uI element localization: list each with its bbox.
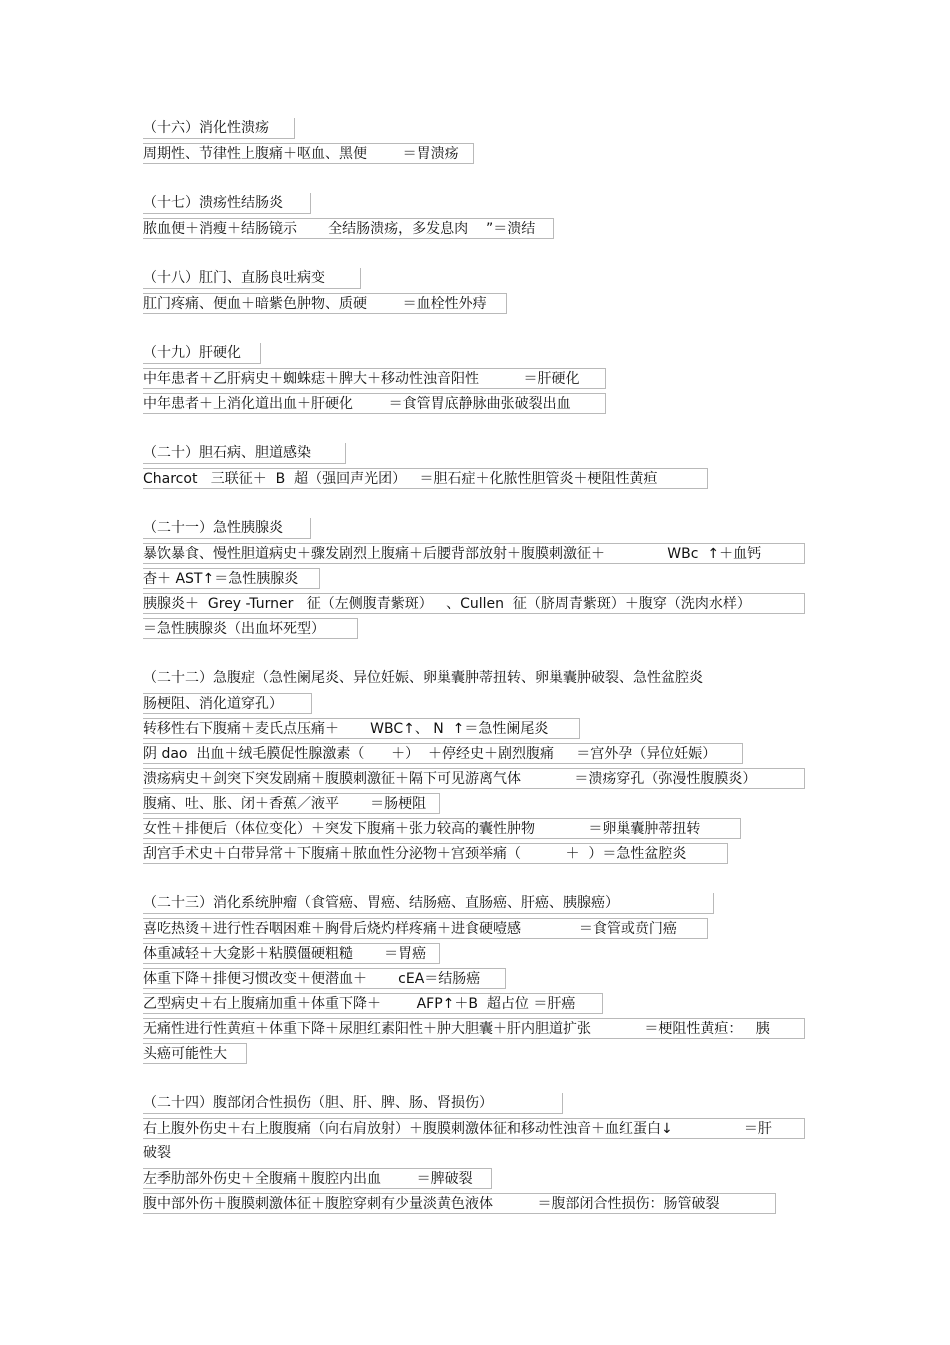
section-title-continued: 肠梗阻、消化道穿孔）: [143, 693, 312, 714]
text-line: 阴 dao 出血＋绒毛膜促性腺激素（ ＋） ＋停经史＋剧烈腹痛 ＝宫外孕（异位妊娠）: [143, 743, 743, 764]
section-title: （二十三）消化系统肿瘤（食管癌、胃癌、结肠癌、直肠癌、肝癌、胰腺癌）: [143, 893, 716, 914]
text-line: 胰腺炎＋ Grey -Turner 征（左侧腹青紫斑） 、Cullen 征（脐周青紫斑）＋腹穿（洗肉水样）: [143, 593, 805, 614]
text-line: 杳＋ AST↑＝急性胰腺炎: [143, 568, 320, 589]
text-line: ＝急性胰腺炎（出血坏死型）: [143, 618, 358, 639]
text-line: 周期性、节律性上腹痛＋呕血、黑便 ＝胃溃疡: [143, 143, 474, 164]
text-line: 中年患者＋上消化道出血＋肝硬化 ＝食管胃底静脉曲张破裂出血: [143, 393, 606, 414]
text-line: 转移性右下腹痛＋麦氏点压痛＋ WBC↑、 N ↑＝急性阑尾炎: [143, 718, 580, 739]
section-title: （二十一）急性胰腺炎: [143, 518, 313, 539]
text-line: 中年患者＋乙肝病史＋蜘蛛痣＋脾大＋移动性浊音阳性 ＝肝硬化: [143, 368, 606, 389]
text-line: 暴饮暴食、慢性胆道病史＋骤发剧烈上腹痛＋后腰背部放射＋腹膜刺激征＋ WBc ↑＋血钙: [143, 543, 805, 564]
text-line: 破裂: [143, 1145, 171, 1161]
section-title: （十九）肝硬化: [143, 343, 263, 364]
text-line: 刮宫手术史＋白带异常＋下腹痛＋脓血性分泌物＋宫颈举痛（ ＋ ）＝急性盆腔炎: [143, 843, 728, 864]
text-line: 女性＋排便后（体位变化）＋突发下腹痛＋张力较高的囊性肿物 ＝卵巢囊肿蒂扭转: [143, 818, 741, 839]
text-line: 无痛性进行性黄疸＋体重下降＋尿胆红素阳性＋肿大胆囊＋肝内胆道扩张 ＝梗阻性黄疸： 胰: [143, 1018, 805, 1039]
text-line: 脓血便＋消瘦＋结肠镜示 全结肠溃疡，多发息肉 ”＝溃结: [143, 218, 554, 239]
text-line: 肛门疼痛、便血＋暗紫色肿物、质硬 ＝血栓性外痔: [143, 293, 507, 314]
section-title: （十八）肛门、直肠良吐病变: [143, 268, 363, 289]
text-line: 乙型病史＋右上腹痛加重＋体重下降＋ AFP↑＋B 超占位 ＝肝癌: [143, 993, 603, 1014]
text-line: 腹中部外伤＋腹膜刺激体征＋腹腔穿刺有少量淡黄色液体 ＝腹部闭合性损伤：肠管破裂: [143, 1193, 776, 1214]
text-line: 体重下降＋排便习惯改变＋便潜血＋ cEA＝结肠癌: [143, 968, 506, 989]
text-line: 溃疡病史＋剑突下突发剧痛＋腹膜刺激征＋隔下可见游离气体 ＝溃疡穿孔（弥漫性腹膜炎）: [143, 768, 805, 789]
section-title: （二十四）腹部闭合性损伤（胆、肝、脾、肠、肾损伤）: [143, 1093, 565, 1114]
section-title: （十七）溃疡性结肠炎: [143, 193, 313, 214]
text-line: 右上腹外伤史＋右上腹腹痛（向右肩放射）＋腹膜刺激体征和移动性浊音＋血红蛋白↓ ＝肝: [143, 1118, 805, 1139]
section-title: （二十）胆石病、胆道感染: [143, 443, 348, 464]
text-line: Charcot 三联征＋ B 超（强回声光团） ＝胆石症＋化脓性胆管炎＋梗阻性黄疸: [143, 468, 708, 489]
text-line: 喜吃热烫＋进行性吞咽困难＋胸骨后烧灼样疼痛＋进食硬噎感 ＝食管或贲门癌: [143, 918, 708, 939]
text-line: 左季肋部外伤史＋全腹痛＋腹腔内出血 ＝脾破裂: [143, 1168, 492, 1189]
section-title: （十六）消化性溃疡: [143, 118, 297, 139]
section-title: （二十二）急腹症（急性阑尾炎、异位妊娠、卵巢囊肿蒂扭转、卵巢囊肿破裂、急性盆腔炎: [143, 670, 703, 686]
text-line: 腹痛、吐、胀、闭＋香蕉／液平 ＝肠梗阻: [143, 793, 440, 814]
text-line: 头癌可能性大: [143, 1043, 247, 1064]
text-line: 体重减轻＋大龛影＋粘膜僵硬粗糙 ＝胃癌: [143, 943, 440, 964]
